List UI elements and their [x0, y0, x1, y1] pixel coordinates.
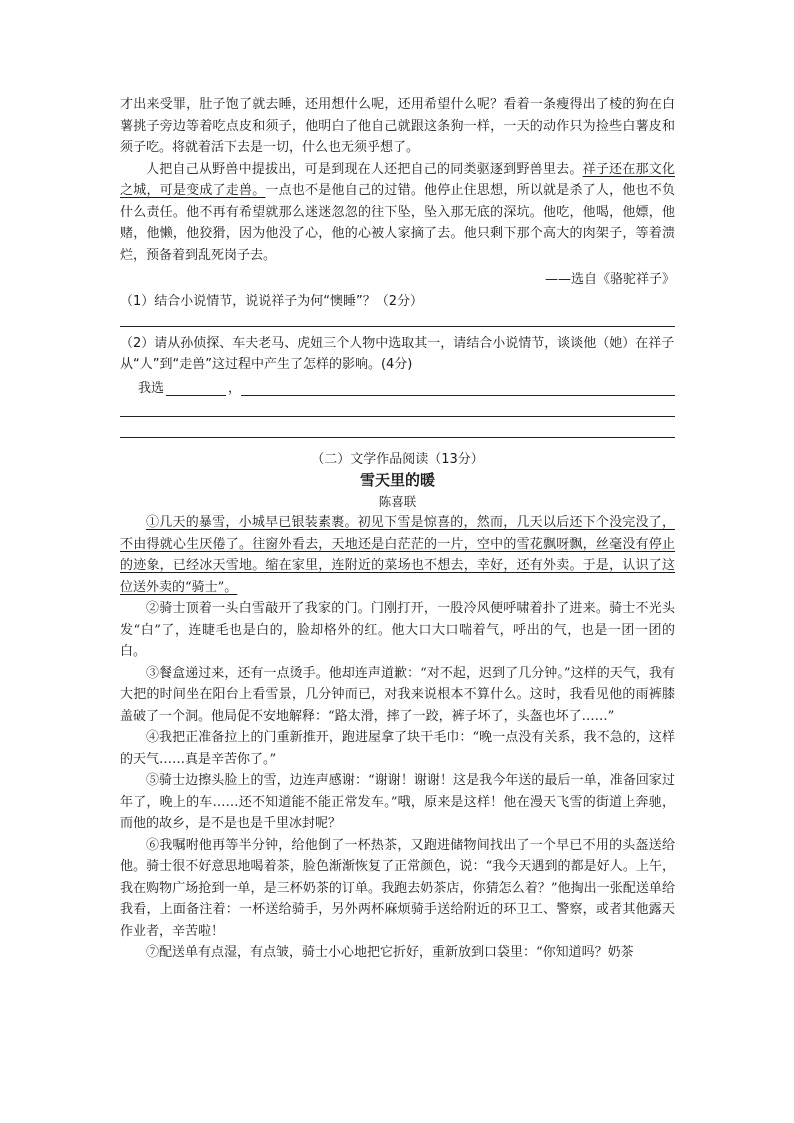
article-paragraph-2: ②骑士顶着一头白雪敲开了我家的门。门刚打开，一股冷风便呼啸着扑了进来。骑士不光头发“白”了，连睫毛也是白的，脸却格外的红。他大口大口喘着气，呼出的气，也是一团一团的白。 [120, 601, 675, 659]
article-author: 陈喜联 [378, 494, 417, 509]
question-2: （2）请从孙侦探、车夫老马、虎妞三个人物中选取其一，请结合小说情节，谈谈他（她）在祥子从“人”到“走兽”这过程中产生了怎样的影响。(4分) [120, 336, 675, 372]
article-paragraph-4: ④我把正准备拉上的门重新推开，跑进屋拿了块干毛巾：“晚一点没有关系，我不急的，这样的天气……真是辛苦你了。” [120, 730, 675, 767]
answer-prefix: 我选 [138, 381, 165, 396]
article-paragraph-7: ⑦配送单有点湿，有点皱，骑士小心地把它折好，重新放到口袋里：“你知道吗？奶茶 [146, 945, 634, 960]
answer-line-4[interactable] [120, 417, 675, 438]
answer-comma: ， [228, 381, 242, 396]
article-paragraph-5: ⑤骑士边擦头脸上的雪，边连声感谢：“谢谢！谢谢！这是我今年送的最后一单，准备回家过年了，晚上的车……还不知道能不能正常发车。”哦，原来是这样！他在漫天飞雪的街道上奔驰，而他的故乡，是不是也是千里冰封呢？ [120, 773, 675, 831]
story-source: ——选自《骆驼祥子》 [544, 272, 675, 287]
article-paragraph-6: ⑥我嘱咐他再等半分钟，给他倒了一杯热茶，又跑进储物间找出了一个早已不用的头盔送给他。骑士很不好意思地喝着茶，脸色渐渐恢复了正常颜色，说：“我今天遇到的都是好人。上午，我在购物广场抢到一单，是三杯奶茶的订单。我跑去奶茶店，你猜怎么着？”他掏出一张配送单给我看，上面备注着：一杯送给骑手，另外两杯麻烦骑手送给附近的环卫工、警察，或者其他露天作业者，辛苦啦！ [120, 837, 675, 939]
answer-line-3[interactable] [120, 396, 675, 417]
choice-blank[interactable] [166, 381, 226, 396]
question-1: （1）结合小说情节，说说祥子为何“懊睡”？（2分） [120, 294, 424, 309]
story-paragraph-2-text-b: 一点也不是他自己的过错。他停止住思想，所以就是杀了人，他也不负什么责任。他不再有希望就那么迷迷忽忽的往下坠，坠入那无底的深坑。他吃，他喝，他嫖，他赌，他懒，他狡猾，因为他没了心，他的心被人家摘了去。他只剩下那个高大的肉架子，等着溃烂，预备着到乱死岗子去。 [120, 183, 675, 263]
article-paragraph-1: ①几天的暴雪，小城早已银装素裹。初见下雪是惊喜的，然而，几天以后还下个没完没了，不由得就心生厌倦了。往窗外看去，天地还是白茫茫的一片，空中的雪花飘呀飘，丝毫没有停止的迹象，已经冰天雪地。缩在家里，连附近的菜场也不想去，幸好，还有外卖。于是，认识了这位送外卖的“骑士”。 [120, 515, 675, 595]
answer-line-2[interactable] [241, 381, 675, 396]
document-page [120, 0, 675, 964]
article-paragraph-3: ③餐盒递过来，还有一点烫手。他却连声道歉：“对不起，迟到了几分钟。”这样的天气，我有大把的时间坐在阳台上看雪景，几分钟而已，对我来说根本不算什么。这时，我看见他的雨裤膝盖破了一个洞。他局促不安地解释：“路太滑，摔了一跤，裤子坏了，头盔也坏了……” [120, 665, 675, 724]
story-paragraph-2 [120, 159, 675, 267]
article-title: 雪天里的暖 [359, 471, 435, 489]
story-paragraph-2-underlined: 祥子还在那文化之城，可是变成了走兽。 [120, 161, 675, 198]
answer-row-choice [120, 377, 675, 396]
story-paragraph-2-text-a: 人把自己从野兽中提拔出，可是到现在人还把自己的同类驱逐到野兽里去。 [146, 161, 583, 177]
section-2-title: （二）文学作品阅读（13分） [311, 452, 484, 467]
story-paragraph-1: 才出来受罪，肚子饱了就去睡，还用想什么呢，还用希望什么呢？看着一条瘦得出了棱的狗在白薯挑子旁边等着吃点皮和须子，他明白了他自己就跟这条狗一样，一天的动作只为捡些白薯皮和须子吃。将就着活下去是一切，什么也无须乎想了。 [120, 97, 675, 155]
answer-line-1[interactable] [120, 312, 675, 327]
